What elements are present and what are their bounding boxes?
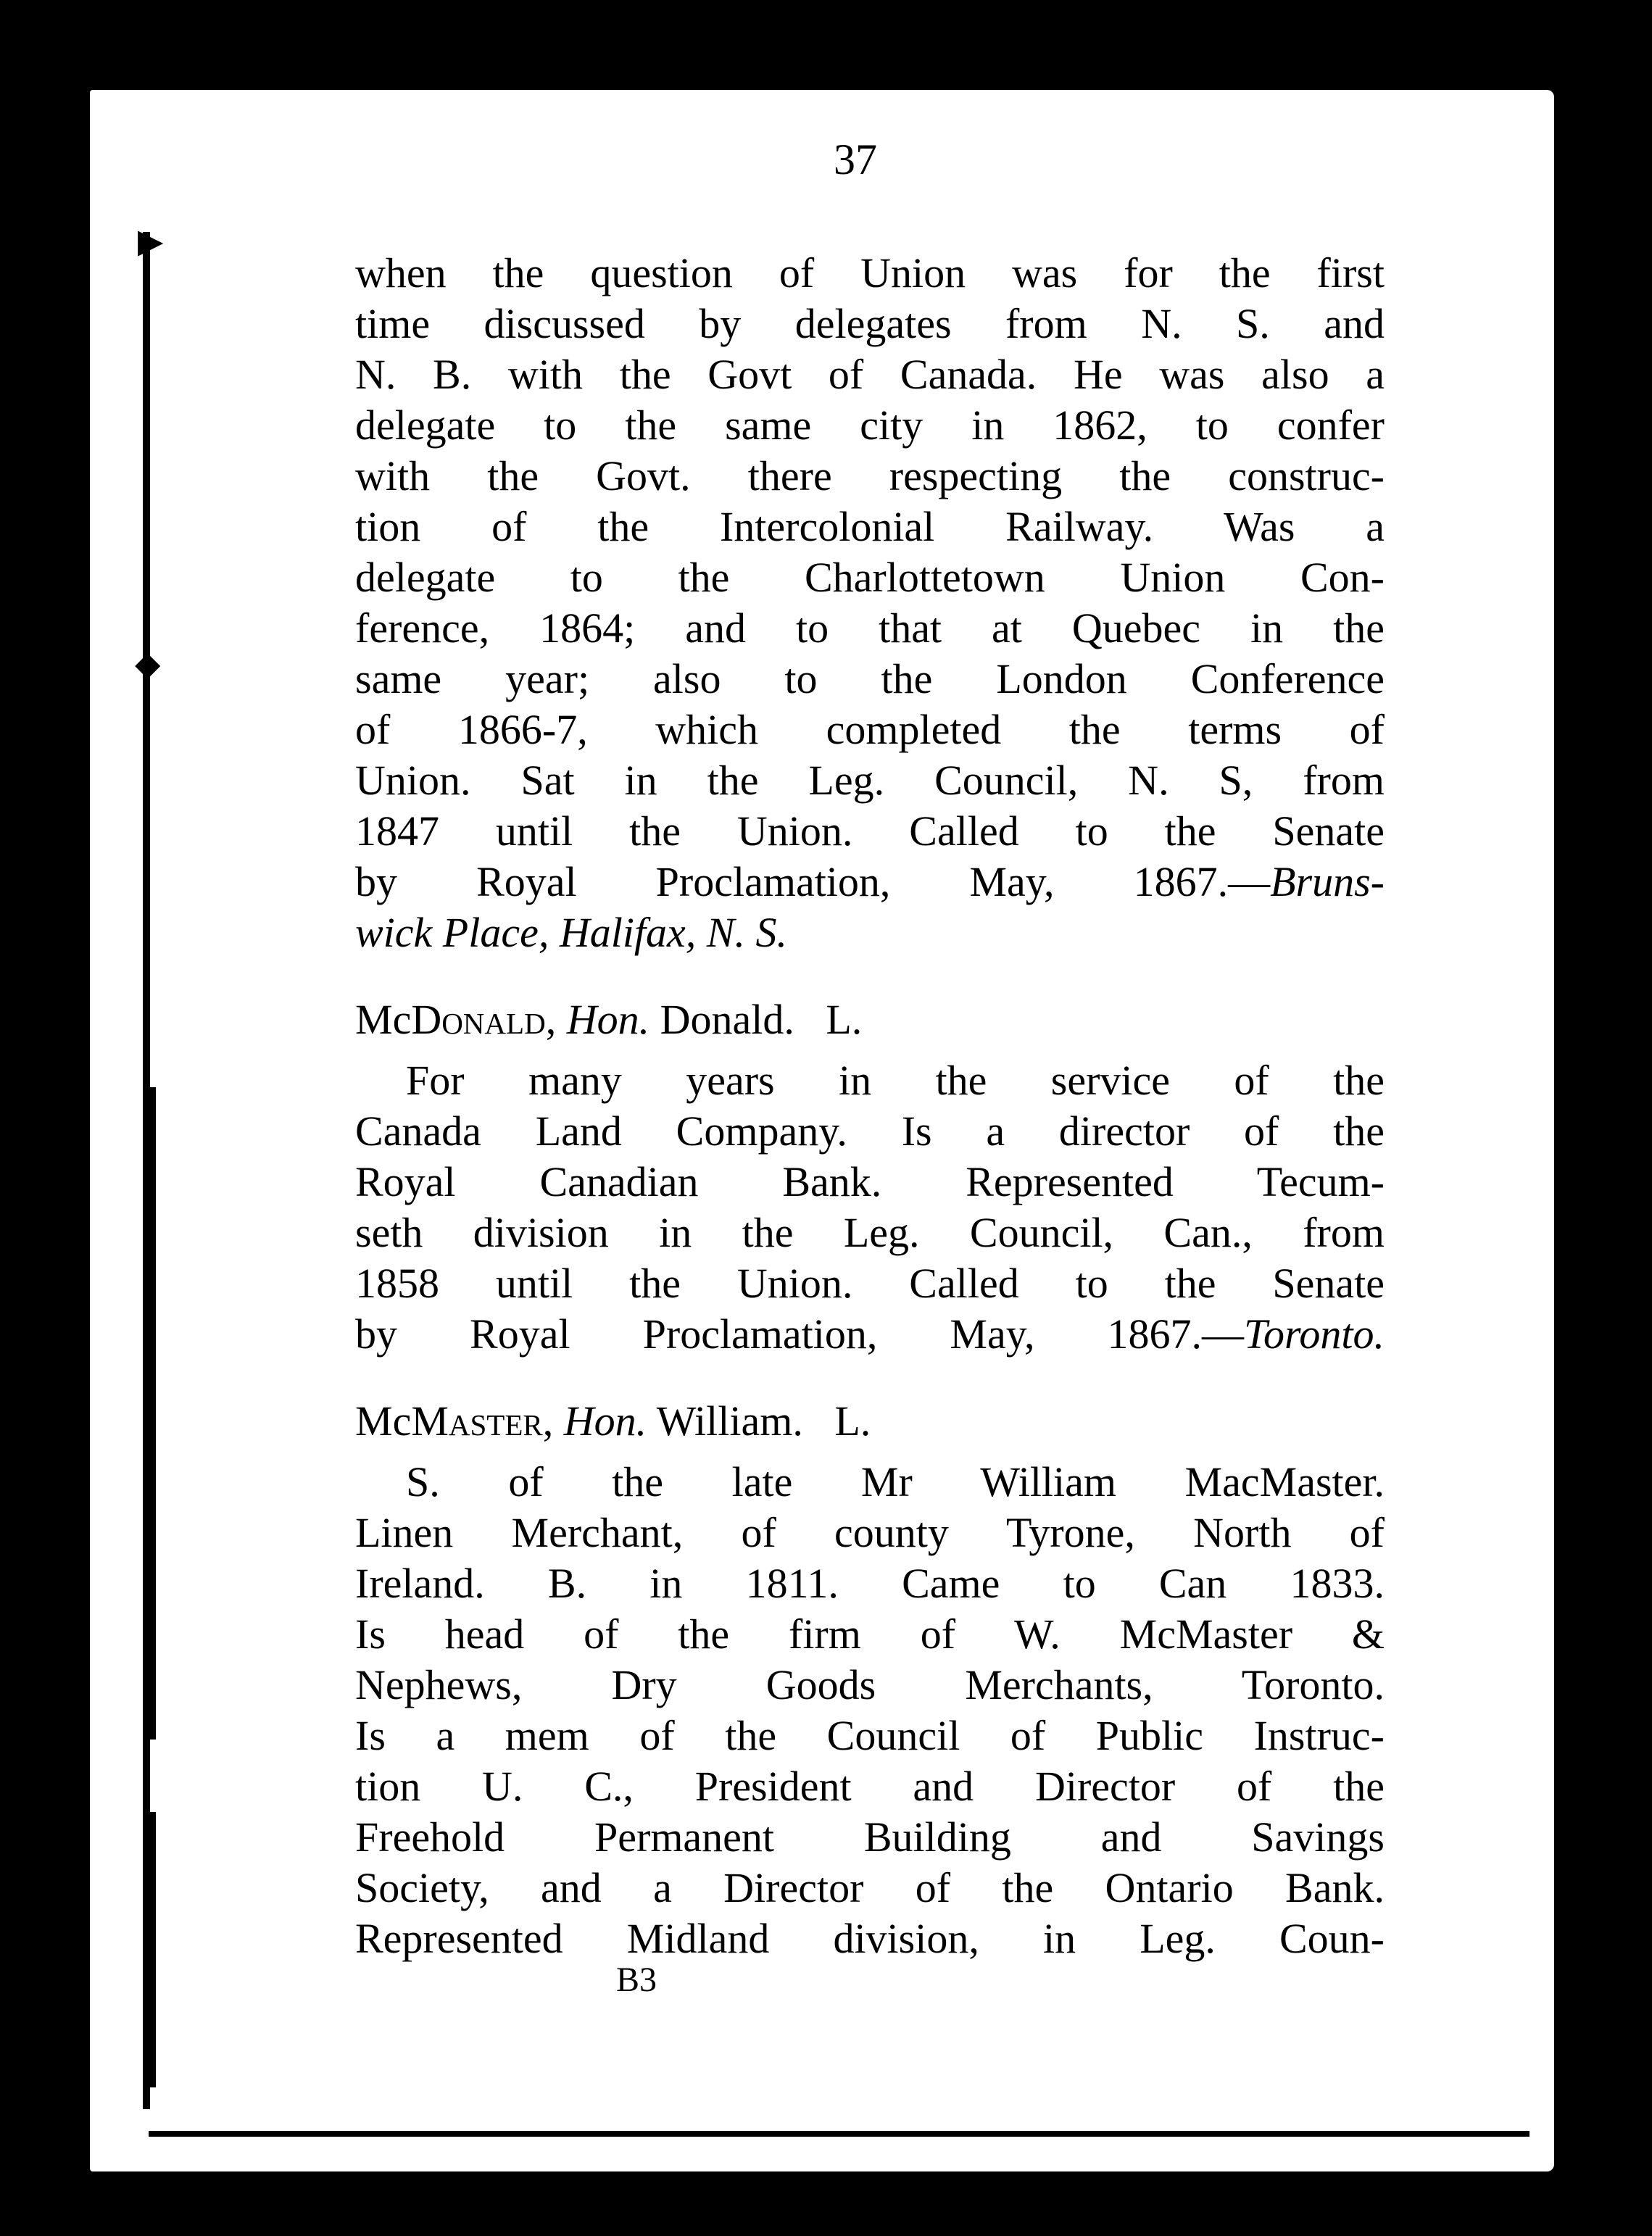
entry-heading-mcdonald [355, 994, 1385, 1045]
signature-mark: B3 [616, 1961, 657, 1999]
binding-diamond-icon: ◆ [135, 645, 161, 682]
text-line [355, 1309, 1385, 1360]
binding-edge [143, 232, 150, 2109]
party-affiliation: L. [826, 996, 863, 1043]
surname-first: McM [355, 1397, 449, 1445]
text-line: N. B. with the Govt of Canada. He was also a [355, 351, 1385, 398]
binding-speckle [150, 1812, 156, 2087]
text-line: Union. Sat in the Leg. Council, N. S, from [355, 757, 1385, 804]
text-line: delegate to the same city in 1862, to confer [355, 402, 1385, 449]
binding-speckle [150, 1087, 156, 1740]
text-line: Linen Merchant, of county Tyrone, North of [355, 1509, 1385, 1556]
text-line: same year; also to the London Conference [355, 655, 1385, 702]
text-line: S. of the late Mr William MacMaster. [406, 1458, 1385, 1505]
address-line: wick Place, Halifax, N. S. [355, 909, 787, 956]
text-line: Is head of the firm of W. McMaster & [355, 1610, 1385, 1658]
given-name: Donald. [649, 996, 794, 1043]
italic-address: Toronto. [1244, 1310, 1385, 1358]
text-line: Represented Midland division, in Leg. Coun- [355, 1915, 1385, 1962]
separator: , [545, 996, 567, 1043]
text-line: Nephews, Dry Goods Merchants, Toronto. [355, 1661, 1385, 1708]
text-line: ference, 1864; and to that at Quebec in the [355, 604, 1385, 652]
text-line: Is a mem of the Council of Public Instruc- [355, 1712, 1385, 1759]
italic-address: Bruns- [1270, 858, 1385, 905]
text-line: For many years in the service of the [406, 1057, 1385, 1104]
text-line: when the question of Union was for the first [355, 249, 1385, 296]
text-span: by Royal Proclamation, May, 1867.— [355, 858, 1271, 905]
text-span: by Royal Proclamation, May, 1867.— [355, 1310, 1245, 1358]
page-number: 37 [834, 136, 877, 183]
text-line: Society, and a Director of the Ontario Bank. [355, 1864, 1385, 1911]
party-affiliation: L. [834, 1397, 871, 1445]
text-line [355, 857, 1385, 907]
text-line: tion of the Intercolonial Railway. Was a [355, 503, 1385, 550]
text-line: time discussed by delegates from N. S. and [355, 300, 1385, 347]
text-line: seth division in the Leg. Council, Can., from [355, 1209, 1385, 1256]
text-line: Royal Canadian Bank. Represented Tecum- [355, 1158, 1385, 1205]
honorific: Hon. [563, 1397, 647, 1445]
separator: , [542, 1397, 564, 1445]
text-line: with the Govt. there respecting the construc- [355, 452, 1385, 499]
text-line: delegate to the Charlottetown Union Con- [355, 554, 1385, 601]
surname-rest: onald [441, 996, 546, 1043]
honorific: Hon. [566, 996, 650, 1043]
bottom-border [149, 2131, 1529, 2137]
text-line: tion U. C., President and Director of the [355, 1763, 1385, 1810]
text-line: Canada Land Company. Is a director of the [355, 1107, 1385, 1155]
text-line: 1858 until the Union. Called to the Senate [355, 1260, 1385, 1307]
text-line: Ireland. B. in 1811. Came to Can 1833. [355, 1560, 1385, 1607]
surname-first: McD [355, 996, 442, 1043]
text-line: Freehold Permanent Building and Savings [355, 1813, 1385, 1861]
text-line: 1847 until the Union. Called to the Senate [355, 807, 1385, 855]
text-line: of 1866-7, which completed the terms of [355, 706, 1385, 753]
entry-heading-mcmaster [355, 1396, 1385, 1447]
given-name: William. [647, 1397, 803, 1445]
surname-rest: aster [448, 1397, 543, 1445]
binding-arrow-icon: ▶ [138, 223, 164, 259]
